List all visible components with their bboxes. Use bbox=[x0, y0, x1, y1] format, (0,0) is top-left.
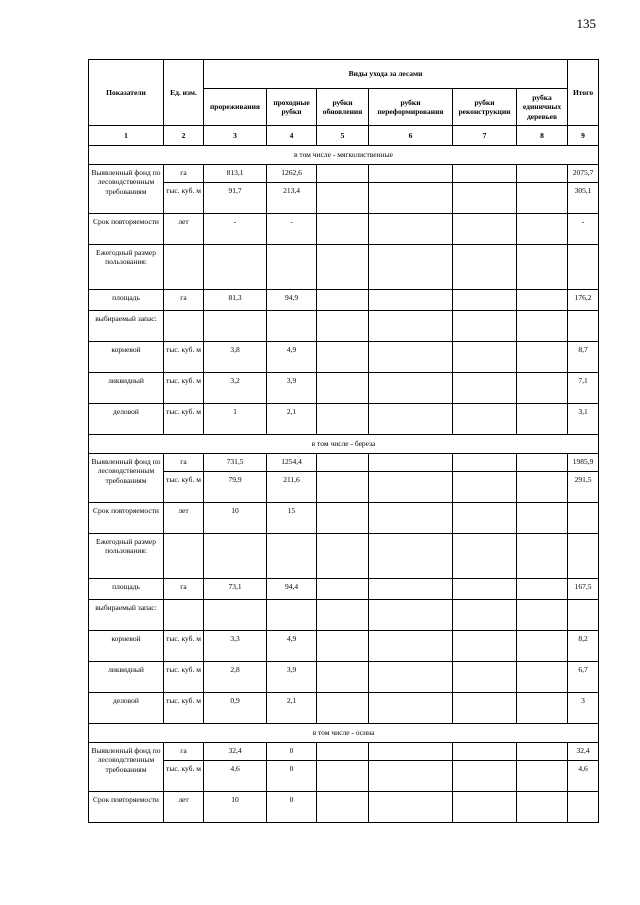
value-cell: 79,9 bbox=[204, 472, 267, 503]
row-label: Срок повторяемости bbox=[89, 503, 164, 534]
empty-cell bbox=[317, 579, 369, 600]
empty-cell bbox=[369, 311, 453, 342]
unit-cell: тыс. куб. м bbox=[164, 631, 204, 662]
value-cell: 73,1 bbox=[204, 579, 267, 600]
empty-cell bbox=[517, 404, 568, 435]
empty-cell bbox=[517, 245, 568, 290]
value-cell: 0,9 bbox=[204, 693, 267, 724]
row-label: Выявленный фонд по лесоводственным требованиям bbox=[89, 454, 164, 503]
empty-cell bbox=[453, 214, 517, 245]
empty-cell bbox=[317, 245, 369, 290]
total-cell: 167,5 bbox=[568, 579, 599, 600]
value-cell: 211,6 bbox=[267, 472, 317, 503]
row-label: площадь bbox=[89, 579, 164, 600]
empty-cell bbox=[453, 342, 517, 373]
value-cell: 0 bbox=[267, 792, 317, 823]
row-label: деловой bbox=[89, 693, 164, 724]
table-row bbox=[89, 792, 599, 823]
value-cell: 94,9 bbox=[267, 290, 317, 311]
unit-cell: тыс. куб. м bbox=[164, 761, 204, 792]
empty-cell bbox=[369, 214, 453, 245]
empty-cell bbox=[267, 600, 317, 631]
empty-cell bbox=[453, 693, 517, 724]
empty-cell bbox=[568, 534, 599, 579]
empty-cell bbox=[453, 761, 517, 792]
table-row bbox=[89, 761, 599, 792]
unit-cell: тыс. куб. м bbox=[164, 183, 204, 214]
empty-cell bbox=[453, 743, 517, 761]
unit-cell: лет bbox=[164, 503, 204, 534]
total-cell: 7,1 bbox=[568, 373, 599, 404]
header-type-reformation: рубки переформирования bbox=[369, 89, 453, 126]
value-cell: - bbox=[267, 214, 317, 245]
empty-cell bbox=[517, 743, 568, 761]
empty-cell bbox=[164, 600, 204, 631]
header-type-passing: проходные рубки bbox=[267, 89, 317, 126]
empty-cell bbox=[369, 600, 453, 631]
unit-cell: лет bbox=[164, 792, 204, 823]
empty-cell bbox=[517, 761, 568, 792]
col-number: 6 bbox=[369, 126, 453, 146]
unit-cell: тыс. куб. м bbox=[164, 373, 204, 404]
empty-cell bbox=[517, 214, 568, 245]
table-row bbox=[89, 245, 599, 290]
row-label: корневой bbox=[89, 631, 164, 662]
value-cell: 3,9 bbox=[267, 662, 317, 693]
row-label: Выявленный фонд по лесоводственным требованиям bbox=[89, 743, 164, 792]
empty-cell bbox=[453, 454, 517, 472]
unit-cell: тыс. куб. м bbox=[164, 693, 204, 724]
value-cell: - bbox=[204, 214, 267, 245]
empty-cell bbox=[453, 472, 517, 503]
empty-cell bbox=[517, 792, 568, 823]
empty-cell bbox=[369, 579, 453, 600]
unit-cell: га bbox=[164, 290, 204, 311]
total-cell: 3,1 bbox=[568, 404, 599, 435]
empty-cell bbox=[317, 454, 369, 472]
value-cell: 1254,4 bbox=[267, 454, 317, 472]
empty-cell bbox=[164, 245, 204, 290]
row-label: ликвидный bbox=[89, 373, 164, 404]
unit-cell: тыс. куб. м bbox=[164, 342, 204, 373]
section-title: в том числе - береза bbox=[89, 435, 599, 454]
empty-cell bbox=[204, 245, 267, 290]
empty-cell bbox=[453, 373, 517, 404]
value-cell: 1262,6 bbox=[267, 165, 317, 183]
total-cell: 8,7 bbox=[568, 342, 599, 373]
empty-cell bbox=[517, 454, 568, 472]
unit-cell: тыс. куб. м bbox=[164, 662, 204, 693]
total-cell: 32,4 bbox=[568, 743, 599, 761]
empty-cell bbox=[164, 534, 204, 579]
empty-cell bbox=[317, 183, 369, 214]
table-row bbox=[89, 290, 599, 311]
empty-cell bbox=[164, 311, 204, 342]
col-number: 1 bbox=[89, 126, 164, 146]
empty-cell bbox=[517, 600, 568, 631]
value-cell: 3,2 bbox=[204, 373, 267, 404]
table-row bbox=[89, 165, 599, 183]
empty-cell bbox=[517, 373, 568, 404]
value-cell: 0 bbox=[267, 743, 317, 761]
empty-cell bbox=[517, 534, 568, 579]
empty-cell bbox=[317, 503, 369, 534]
unit-cell: га bbox=[164, 743, 204, 761]
row-label: Выявленный фонд по лесоводственным требованиям bbox=[89, 165, 164, 214]
section-row bbox=[89, 724, 599, 743]
empty-cell bbox=[317, 662, 369, 693]
empty-cell bbox=[369, 662, 453, 693]
empty-cell bbox=[517, 472, 568, 503]
value-cell: 813,1 bbox=[204, 165, 267, 183]
empty-cell bbox=[317, 311, 369, 342]
value-cell: 3,9 bbox=[267, 373, 317, 404]
table-row bbox=[89, 183, 599, 214]
empty-cell bbox=[369, 792, 453, 823]
empty-cell bbox=[317, 342, 369, 373]
table-row bbox=[89, 311, 599, 342]
empty-cell bbox=[517, 342, 568, 373]
header-type-reconstruction: рубки реконструкции bbox=[453, 89, 517, 126]
total-cell: 2075,7 bbox=[568, 165, 599, 183]
empty-cell bbox=[453, 579, 517, 600]
empty-cell bbox=[369, 743, 453, 761]
value-cell: 2,1 bbox=[267, 404, 317, 435]
empty-cell bbox=[204, 311, 267, 342]
col-number: 3 bbox=[204, 126, 267, 146]
unit-cell: га bbox=[164, 165, 204, 183]
total-cell: 3 bbox=[568, 693, 599, 724]
row-label: ликвидный bbox=[89, 662, 164, 693]
empty-cell bbox=[369, 290, 453, 311]
value-cell: 4,9 bbox=[267, 631, 317, 662]
empty-cell bbox=[453, 631, 517, 662]
total-cell: - bbox=[568, 214, 599, 245]
value-cell: 10 bbox=[204, 503, 267, 534]
value-cell: 3,8 bbox=[204, 342, 267, 373]
empty-cell bbox=[453, 662, 517, 693]
header-types-group: Виды ухода за лесами bbox=[204, 60, 568, 89]
total-cell bbox=[568, 792, 599, 823]
section-title: в том числе - мягколиственные bbox=[89, 146, 599, 165]
table-row bbox=[89, 600, 599, 631]
empty-cell bbox=[317, 165, 369, 183]
value-cell: 3,3 bbox=[204, 631, 267, 662]
header-type-single-trees: рубка единичных деревьев bbox=[517, 89, 568, 126]
unit-cell: тыс. куб. м bbox=[164, 472, 204, 503]
empty-cell bbox=[267, 311, 317, 342]
value-cell: 731,5 bbox=[204, 454, 267, 472]
empty-cell bbox=[517, 183, 568, 214]
section-row bbox=[89, 435, 599, 454]
empty-cell bbox=[369, 631, 453, 662]
empty-cell bbox=[517, 662, 568, 693]
col-number: 9 bbox=[568, 126, 599, 146]
header-unit: Ед. изм. bbox=[164, 60, 204, 126]
empty-cell bbox=[453, 183, 517, 214]
header-type-thinning: прореживания bbox=[204, 89, 267, 126]
empty-cell bbox=[517, 693, 568, 724]
empty-cell bbox=[453, 792, 517, 823]
empty-cell bbox=[317, 631, 369, 662]
total-cell: 1985,9 bbox=[568, 454, 599, 472]
value-cell: 1 bbox=[204, 404, 267, 435]
empty-cell bbox=[517, 311, 568, 342]
empty-cell bbox=[317, 290, 369, 311]
section-title: в том числе - осина bbox=[89, 724, 599, 743]
row-label: площадь bbox=[89, 290, 164, 311]
empty-cell bbox=[317, 373, 369, 404]
empty-cell bbox=[369, 342, 453, 373]
value-cell: 10 bbox=[204, 792, 267, 823]
unit-cell: га bbox=[164, 579, 204, 600]
table-row bbox=[89, 373, 599, 404]
row-label: корневой bbox=[89, 342, 164, 373]
total-cell: 8,2 bbox=[568, 631, 599, 662]
empty-cell bbox=[317, 693, 369, 724]
header-total: Итого bbox=[568, 60, 599, 126]
value-cell: 94,4 bbox=[267, 579, 317, 600]
value-cell: 2,1 bbox=[267, 693, 317, 724]
col-number: 8 bbox=[517, 126, 568, 146]
value-cell: 0 bbox=[267, 761, 317, 792]
value-cell: 4,6 bbox=[204, 761, 267, 792]
empty-cell bbox=[453, 600, 517, 631]
value-cell: 32,4 bbox=[204, 743, 267, 761]
unit-cell: га bbox=[164, 454, 204, 472]
empty-cell bbox=[517, 503, 568, 534]
row-label: Срок повторяемости bbox=[89, 214, 164, 245]
empty-cell bbox=[517, 290, 568, 311]
empty-cell bbox=[453, 245, 517, 290]
empty-cell bbox=[453, 311, 517, 342]
empty-cell bbox=[317, 761, 369, 792]
row-label: выбираемый запас: bbox=[89, 311, 164, 342]
empty-cell bbox=[369, 503, 453, 534]
unit-cell: лет bbox=[164, 214, 204, 245]
empty-cell bbox=[317, 792, 369, 823]
table-row bbox=[89, 743, 599, 761]
table-row bbox=[89, 693, 599, 724]
empty-cell bbox=[317, 600, 369, 631]
unit-cell: тыс. куб. м bbox=[164, 404, 204, 435]
empty-cell bbox=[204, 534, 267, 579]
table-row bbox=[89, 454, 599, 472]
page-number: 135 bbox=[576, 16, 596, 31]
value-cell: 81,3 bbox=[204, 290, 267, 311]
header-indicator: Показатели bbox=[89, 60, 164, 126]
empty-cell bbox=[369, 404, 453, 435]
table-row bbox=[89, 662, 599, 693]
empty-cell bbox=[317, 404, 369, 435]
empty-cell bbox=[204, 600, 267, 631]
row-label: Ежегодный размер пользования: bbox=[89, 534, 164, 579]
total-cell: 176,2 bbox=[568, 290, 599, 311]
row-label: Срок повторяемости bbox=[89, 792, 164, 823]
value-cell: 15 bbox=[267, 503, 317, 534]
empty-cell bbox=[369, 534, 453, 579]
empty-cell bbox=[453, 534, 517, 579]
col-number: 7 bbox=[453, 126, 517, 146]
empty-cell bbox=[369, 472, 453, 503]
empty-cell bbox=[568, 600, 599, 631]
empty-cell bbox=[517, 579, 568, 600]
empty-cell bbox=[517, 631, 568, 662]
total-cell: 305,1 bbox=[568, 183, 599, 214]
value-cell: 91,7 bbox=[204, 183, 267, 214]
total-cell: 6,7 bbox=[568, 662, 599, 693]
empty-cell bbox=[369, 454, 453, 472]
col-number: 4 bbox=[267, 126, 317, 146]
table-row bbox=[89, 404, 599, 435]
table-row bbox=[89, 342, 599, 373]
table-row bbox=[89, 631, 599, 662]
row-label: деловой bbox=[89, 404, 164, 435]
empty-cell bbox=[317, 214, 369, 245]
table-row bbox=[89, 503, 599, 534]
table-row bbox=[89, 472, 599, 503]
empty-cell bbox=[369, 245, 453, 290]
value-cell: 4,9 bbox=[267, 342, 317, 373]
col-number: 5 bbox=[317, 126, 369, 146]
table-row bbox=[89, 579, 599, 600]
col-number: 2 bbox=[164, 126, 204, 146]
total-cell: 291,5 bbox=[568, 472, 599, 503]
empty-cell bbox=[317, 534, 369, 579]
row-label: Ежегодный размер пользования: bbox=[89, 245, 164, 290]
header-type-renewal: рубки обновления bbox=[317, 89, 369, 126]
total-cell bbox=[568, 503, 599, 534]
empty-cell bbox=[453, 165, 517, 183]
table-row bbox=[89, 534, 599, 579]
empty-cell bbox=[267, 245, 317, 290]
empty-cell bbox=[267, 534, 317, 579]
empty-cell bbox=[568, 311, 599, 342]
empty-cell bbox=[317, 472, 369, 503]
section-row bbox=[89, 146, 599, 165]
empty-cell bbox=[453, 503, 517, 534]
empty-cell bbox=[369, 165, 453, 183]
empty-cell bbox=[568, 245, 599, 290]
empty-cell bbox=[369, 693, 453, 724]
table-row bbox=[89, 214, 599, 245]
empty-cell bbox=[317, 743, 369, 761]
empty-cell bbox=[453, 290, 517, 311]
empty-cell bbox=[369, 761, 453, 792]
empty-cell bbox=[369, 183, 453, 214]
value-cell: 2,8 bbox=[204, 662, 267, 693]
empty-cell bbox=[369, 373, 453, 404]
empty-cell bbox=[517, 165, 568, 183]
row-label: выбираемый запас: bbox=[89, 600, 164, 631]
value-cell: 213,4 bbox=[267, 183, 317, 214]
total-cell: 4,6 bbox=[568, 761, 599, 792]
empty-cell bbox=[453, 404, 517, 435]
forest-care-table bbox=[88, 59, 599, 823]
